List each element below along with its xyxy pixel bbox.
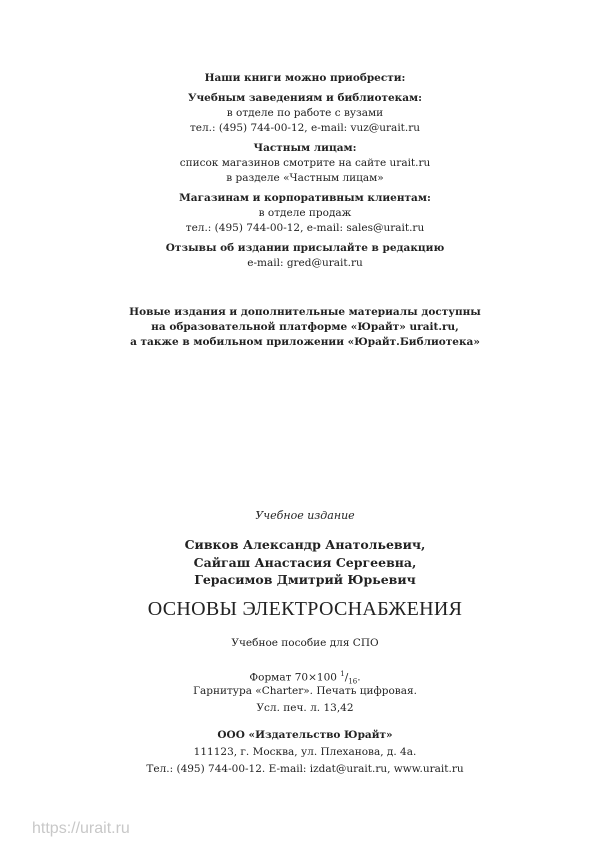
publisher-name: ООО «Издательство Юрайт»: [217, 729, 393, 741]
book-title: ОСНОВЫ ЭЛЕКТРОСНАБЖЕНИЯ: [147, 598, 463, 620]
publisher-contacts: Тел.: (495) 744-00-12. E-mail: izdat@urait.ru, www.urait.ru: [146, 763, 464, 775]
publisher-address: 111123, г. Москва, ул. Плеханова, д. 4а.: [193, 746, 417, 758]
group-title-individuals: Частным лицам:: [253, 142, 357, 154]
book-subtitle: Учебное пособие для СПО: [231, 637, 379, 649]
format-prefix: Формат 70×100: [249, 671, 341, 684]
group-line: тел.: (495) 744-00-12, e-mail: vuz@urait.ru: [189, 122, 421, 134]
format-den: 16: [348, 677, 358, 686]
author: Сайгаш Анастасия Сергеевна,: [193, 555, 417, 570]
sheets-line: Усл. печ. л. 13,42: [256, 702, 354, 714]
group-title-institutions: Учебным заведениям и библиотекам:: [187, 92, 423, 104]
group-line: список магазинов смотрите на сайте urait.ru: [179, 157, 431, 169]
format-suffix: .: [357, 671, 361, 684]
group-line: в отделе по работе с вузами: [226, 107, 384, 119]
group-line: e-mail: gred@urait.ru: [247, 257, 363, 269]
watermark: https://urait.ru: [32, 820, 130, 837]
group-line: в разделе «Частным лицам»: [226, 172, 384, 184]
platform-note-line: Новые издания и дополнительные материалы доступны: [129, 306, 481, 318]
group-line: в отделе продаж: [258, 207, 352, 219]
edition-type: Учебное издание: [255, 509, 355, 522]
author: Сивков Александр Анатольевич,: [184, 537, 426, 552]
group-title-feedback: Отзывы об издании присылайте в редакцию: [165, 242, 445, 254]
platform-note-line: а также в мобильном приложении «Юрайт.Библиотека»: [130, 336, 480, 348]
purchase-heading: Наши книги можно приобрести:: [204, 72, 406, 84]
group-line: тел.: (495) 744-00-12, e-mail: sales@urait.ru: [185, 222, 425, 234]
platform-note-line: на образовательной платформе «Юрайт» urait.ru,: [151, 321, 459, 333]
author: Герасимов Дмитрий Юрьевич: [194, 572, 416, 587]
group-title-stores: Магазинам и корпоративным клиентам:: [179, 192, 431, 204]
format-num: 1: [340, 670, 345, 678]
typeface-line: Гарнитура «Charter». Печать цифровая.: [193, 685, 417, 697]
format-line: Формат 70×100 $^1/_{16}$.: [249, 670, 361, 686]
